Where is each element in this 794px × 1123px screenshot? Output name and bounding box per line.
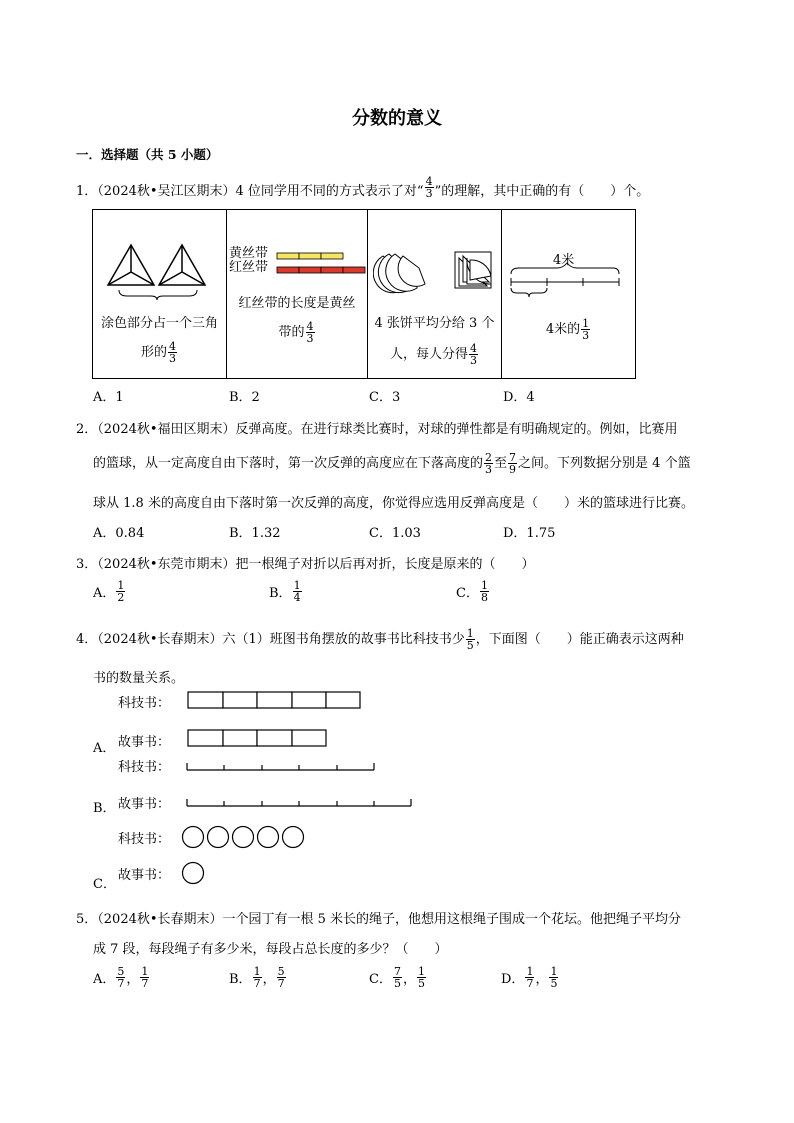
q2-line2: 的篮球，从一定高度自由下落时，第一次反弹的高度应在下落高度的 $\frac{2}{3}$ 至 $\frac{7}{9}$ 之间。下列数据分别是 4 个篮 xyxy=(93,451,691,476)
q4c-tech-circles xyxy=(180,824,308,850)
q4a-story-label: 故事书： xyxy=(118,735,171,750)
q1-option-d[interactable]: D．4 xyxy=(503,390,535,405)
q4-option-a[interactable]: A． xyxy=(93,741,116,756)
q4a-tech-boxes xyxy=(187,691,363,711)
q1-option-b[interactable]: B．2 xyxy=(229,390,260,405)
q3-option-a[interactable]: A． $\frac{1}{2}$ xyxy=(93,579,125,604)
q1-stem: 1．（2024秋•吴江区期末）4 位同学用不同的方式表示了对“ $\frac{4}{3}$ ”的理解，其中正确的有（ ）个。 xyxy=(76,175,650,200)
q1-table xyxy=(92,209,636,379)
q1-cell3-text: 4 张饼平均分给 3 个 人，每人分得 $\frac{4}{3}$ xyxy=(374,316,495,367)
q4a-tech-label: 科技书： xyxy=(118,696,171,711)
q1-cell4-label: 4米 xyxy=(553,253,575,268)
q2-line1: 2．（2024秋•福田区期末）反弹高度。在进行球类比赛时，对球的弹性都是有明确规定的。例如，比赛用 xyxy=(76,422,678,437)
q5-option-a[interactable]: A． $\frac{5}{7}$ ， $\frac{1}{7}$ xyxy=(93,965,149,990)
q4c-tech-label: 科技书： xyxy=(118,832,171,847)
q1-ribbon-labels: 黄丝带 红丝带 xyxy=(229,246,269,275)
section-heading: 一．选择题（共 5 小题） xyxy=(76,147,219,162)
q5-option-d[interactable]: D． $\frac{1}{7}$ ， $\frac{1}{5}$ xyxy=(501,965,558,990)
q5-line2: 成 7 段，每段绳子有多少米，每段占总长度的多少？（ ） xyxy=(93,942,448,957)
q5-option-c[interactable]: C． $\frac{7}{5}$ ， $\frac{1}{5}$ xyxy=(369,965,425,990)
q5-line1: 5．（2024秋•长春期末）一个园丁有一根 5 米长的绳子，他想用这根绳子围成一个花坛。他把绳子平均分 xyxy=(76,912,682,927)
page-title: 分数的意义 xyxy=(352,108,442,129)
q4b-story-label: 故事书： xyxy=(118,797,171,812)
q1-option-a[interactable]: A．1 xyxy=(93,390,124,405)
q2-option-a[interactable]: A．0.84 xyxy=(93,526,145,541)
q5-option-b[interactable]: B． $\frac{1}{7}$ ， $\frac{5}{7}$ xyxy=(229,965,285,990)
q4b-tech-line xyxy=(185,760,377,774)
q4-option-c[interactable]: C． xyxy=(93,877,116,892)
q2-option-b[interactable]: B．1.32 xyxy=(229,526,281,541)
q2-option-d[interactable]: D．1.75 xyxy=(503,526,556,541)
q3-option-c[interactable]: C． $\frac{1}{8}$ xyxy=(456,579,488,604)
q4-stem: 4．（2024秋•长春期末）六（1）班图书角摆放的故事书比科技书少 $\frac{1}{5}$ ，下面图（ ）能正确表示这两种 xyxy=(76,627,684,652)
q4b-tech-label: 科技书： xyxy=(118,760,171,775)
q2-line3: 球从 1.8 米的高度自由下落时第一次反弹的高度，你觉得应选用反弹高度是（ ）米的篮球进行比赛。 xyxy=(93,496,694,511)
q1-cell4-text: 4米的 $\frac{1}{3}$ xyxy=(545,317,590,342)
q3-stem: 3．（2024秋•东莞市期末）把一根绳子对折以后再对折，长度是原来的（ ） xyxy=(76,557,535,572)
triangles-figure xyxy=(103,240,213,300)
ribbon-figure xyxy=(276,252,366,276)
q1-cell2-text: 红丝带的长度是黄丝 带的 $\frac{4}{3}$ xyxy=(238,296,356,345)
q4a-story-boxes xyxy=(187,729,329,749)
pancakes-figure xyxy=(373,248,498,298)
q4-line2: 书的数量关系。 xyxy=(93,671,185,686)
q4b-story-line xyxy=(185,796,415,810)
q4-option-b[interactable]: B． xyxy=(93,801,116,816)
q2-option-c[interactable]: C．1.03 xyxy=(369,526,421,541)
meter-brace-figure xyxy=(505,262,629,298)
q4c-story-circles xyxy=(180,860,208,886)
q1-cell1-text: 涂色部分占一个三角 形的 $\frac{4}{3}$ xyxy=(100,316,218,365)
q1-option-c[interactable]: C．3 xyxy=(369,390,401,405)
q4c-story-label: 故事书： xyxy=(118,868,171,883)
q3-option-b[interactable]: B． $\frac{1}{4}$ xyxy=(269,579,301,604)
